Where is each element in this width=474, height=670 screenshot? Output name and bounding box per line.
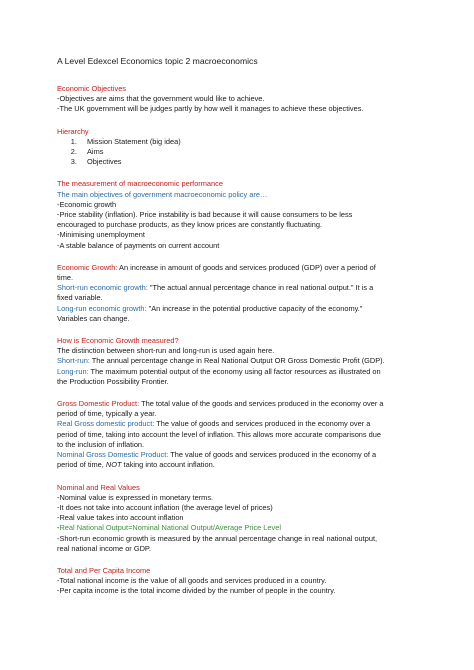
definition-line: [57, 399, 434, 409]
definition-line: [57, 283, 434, 293]
definition: The value of goods and services produced in the economy of a: [168, 450, 377, 460]
definition-line: [57, 356, 434, 366]
section-hierarchy: [57, 127, 434, 168]
section-heading: How is Economic Growth measured?: [57, 336, 179, 346]
text: taking into account inflation.: [121, 460, 215, 470]
definition-line: [57, 263, 434, 273]
definition: The annual percentage change in Real National Output OR Gross Domestic Profit (GDP).: [89, 356, 385, 366]
body-line: real national income or GDP.: [57, 543, 151, 553]
document-title: A Level Edexcel Economics topic 2 macroeconomics: [57, 56, 258, 66]
list-item: 2. Aims: [79, 147, 434, 157]
section-economic-growth: [57, 263, 434, 324]
term: Nominal Gross Domestic Product:: [57, 450, 169, 460]
section-gdp: [57, 399, 434, 470]
list-item: 3. Objectives: [79, 157, 434, 167]
term: Short-run:: [57, 356, 90, 366]
section-heading: Economic Objectives: [57, 84, 127, 93]
definition-line: [57, 304, 434, 314]
definition: An increase in amount of goods and services produced (GDP) over a period of: [117, 262, 376, 272]
definition: The maximum potential output of the economy using all factor resources as illustrated on: [88, 366, 381, 376]
body-line: -Economic growth: [57, 199, 117, 209]
section-heading: The measurement of macroeconomic performance: [57, 179, 223, 189]
text: period of time,: [57, 460, 106, 470]
definition-line: [57, 419, 434, 429]
term: Economic Growth:: [57, 262, 118, 272]
section-heading: Total and Per Capita Income: [57, 565, 151, 575]
body-line: -The UK government will be judges partly by how well it manages to achieve these objectives.: [57, 104, 364, 114]
section-economic-objectives: [57, 84, 434, 115]
body-line: period of time, taking into account the level of inflation. This allows more accurate comparisons due: [57, 429, 381, 439]
section-heading: Nominal and Real Values: [57, 482, 140, 492]
term: Long-run economic growth:: [57, 303, 147, 313]
formula: Real National Output=Nominal National Output/Average Price Level: [59, 523, 281, 533]
term: Gross Domestic Product:: [57, 399, 140, 409]
body-line: The distinction between short-run and long-run is used again here.: [57, 346, 275, 356]
body-line: -Total national income is the value of all goods and services produced in a country.: [57, 576, 327, 586]
body-line: -Nominal value is expressed in monetary terms.: [57, 492, 214, 502]
body-line: encouraged to purchase products, as they know prices are constantly fluctuating.: [57, 220, 322, 230]
formula-line: [57, 523, 434, 533]
section-heading: Hierarchy: [57, 126, 89, 136]
body-line: to the inclusion of inflation.: [57, 439, 145, 449]
definition-line: [57, 450, 434, 460]
hierarchy-list: [57, 137, 434, 168]
body-line: period of time, typically a year.: [57, 409, 157, 419]
body-line: the Production Possibility Frontier.: [57, 376, 169, 386]
definition: The value of goods and services produced in the economy over a: [154, 419, 371, 429]
body-line: time.: [57, 273, 74, 283]
term: Long-run:: [57, 366, 89, 376]
text: -: [57, 523, 60, 533]
body-line: [57, 460, 434, 470]
section-growth-measured: [57, 336, 434, 387]
definition: "An increase in the potential productive capacity of the economy.": [146, 303, 363, 313]
body-line: -Per capita income is the total income divided by the number of people in the country.: [57, 586, 336, 596]
body-line: -Price stability (inflation). Price instability is bad because it will cause consumers to be less: [57, 210, 353, 220]
term: Real Gross domestic product:: [57, 419, 155, 429]
section-measurement: [57, 179, 434, 250]
body-line: -Short-run economic growth is measured by the annual percentage change in real national output,: [57, 533, 378, 543]
body-line: Variables can change.: [57, 313, 130, 323]
section-nominal-real: [57, 483, 434, 554]
definition: The total value of the goods and services produced in the economy over a: [139, 399, 384, 409]
body-line: -Minimising unemployment: [57, 230, 145, 240]
body-line: -Objectives are aims that the government would like to achieve.: [57, 94, 265, 104]
body-line: -A stable balance of payments on current account: [57, 240, 220, 250]
section-subheading: The main objectives of government macroeconomic policy are…: [57, 189, 268, 199]
section-per-capita: [57, 566, 434, 597]
term: Short-run economic growth:: [57, 283, 148, 293]
emphasis: NOT: [105, 460, 122, 470]
definition-line: [57, 367, 434, 377]
body-line: -Real value takes into account inflation: [57, 513, 184, 523]
body-line: -It does not take into account inflation (the average level of prices): [57, 502, 273, 512]
list-item: 1. Mission Statement (big idea): [79, 137, 434, 147]
definition: "The actual annual percentage chance in real national output." It is a: [147, 283, 374, 293]
body-line: fixed variable.: [57, 293, 103, 303]
